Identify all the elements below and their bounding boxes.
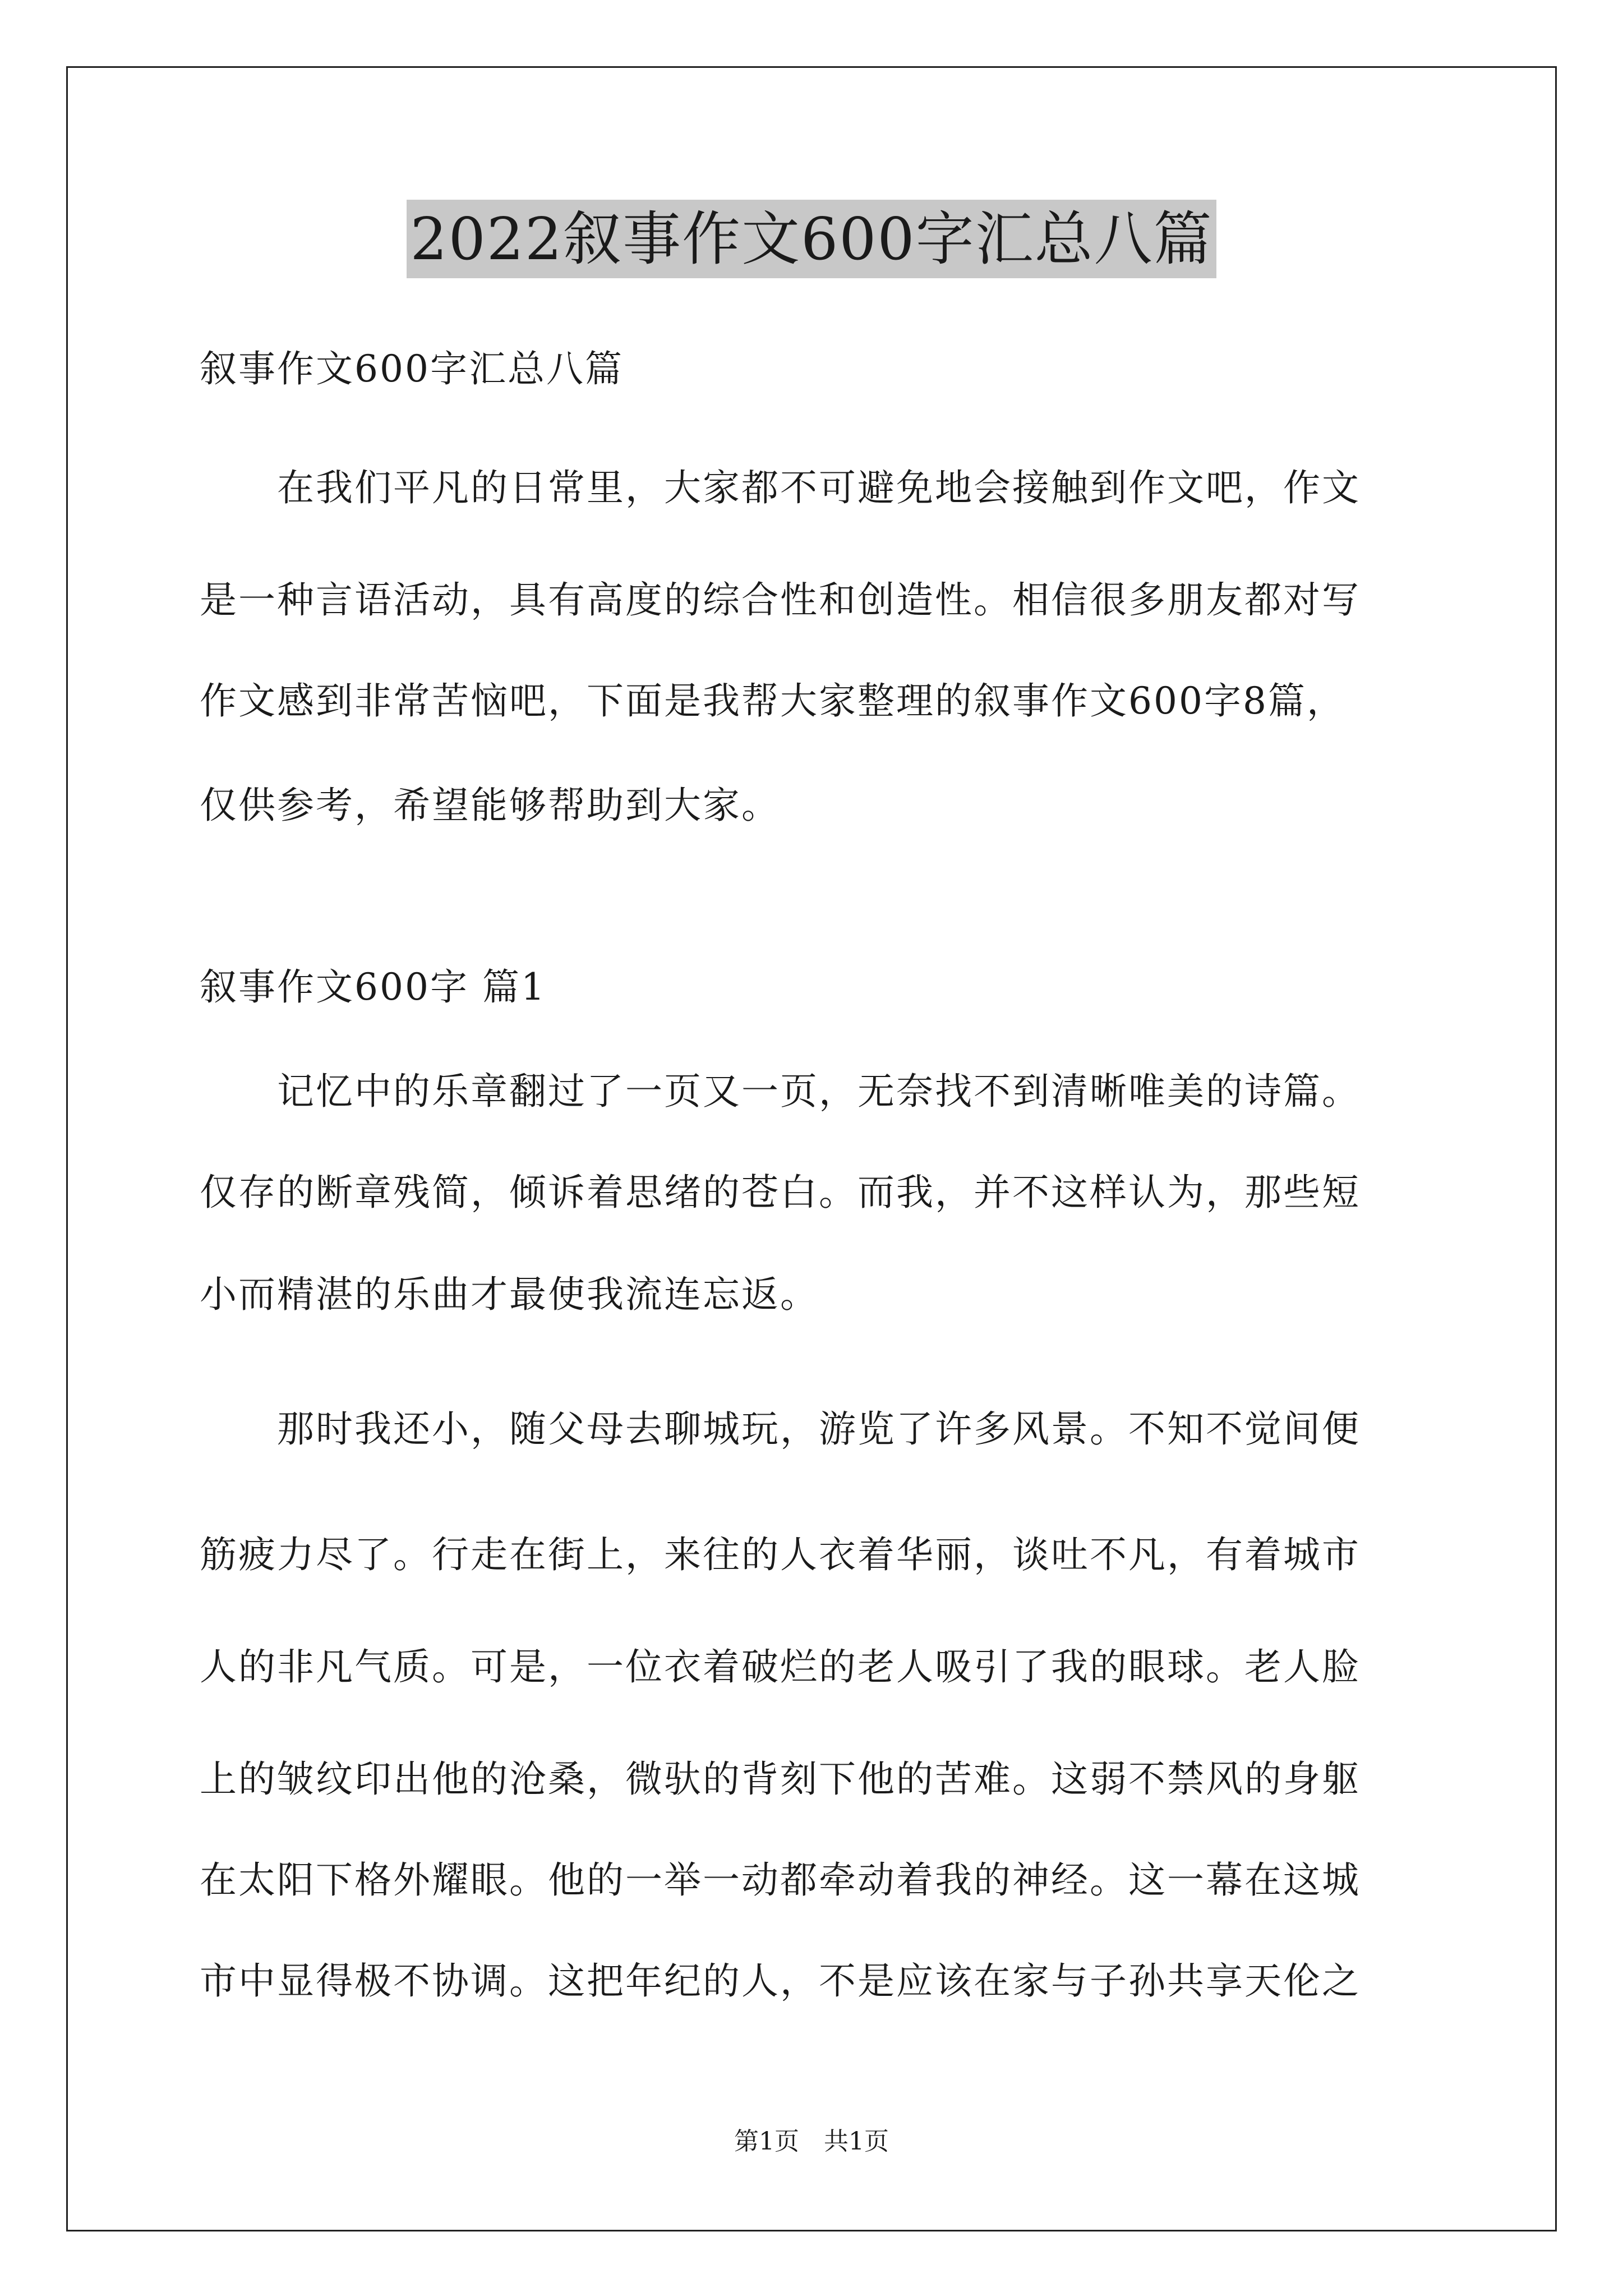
text-line: 仅存的断章残简，倾诉着思绪的苍白。而我，并不这样认为，那些短	[200, 1171, 1361, 1214]
text-line: 小而精湛的乐曲才最使我流连忘返。	[200, 1273, 819, 1316]
text-line: 那时我还小，随父母去聊城玩，游览了许多风景。不知不觉间便	[200, 1407, 1361, 1451]
text-line: 作文感到非常苦恼吧，下面是我帮大家整理的叙事作文600字8篇，	[200, 679, 1345, 723]
text-line: 人的非凡气质。可是，一位衣着破烂的老人吸引了我的眼球。老人脸	[200, 1645, 1361, 1688]
text-line: 市中显得极不协调。这把年纪的人，不是应该在家与子孙共享天伦之	[200, 1959, 1361, 2003]
text-line: 在太阳下格外耀眼。他的一举一动都牵动着我的神经。这一幕在这城	[200, 1858, 1361, 1902]
subtitle-line: 叙事作文600字汇总八篇	[200, 347, 624, 390]
text-line: 筋疲力尽了。行走在街上，来往的人衣着华丽，谈吐不凡，有着城市	[200, 1533, 1361, 1576]
text-line: 是一种言语活动，具有高度的综合性和创造性。相信很多朋友都对写	[200, 578, 1361, 622]
text-line: 上的皱纹印出他的沧桑，微驮的背刻下他的苦难。这弱不禁风的身躯	[200, 1757, 1361, 1801]
document-title: 2022叙事作文600字汇总八篇	[407, 200, 1216, 278]
page-footer: 第1页 共1页	[734, 2127, 889, 2156]
section-heading: 叙事作文600字 篇1	[200, 965, 546, 1009]
text-line: 仅供参考，希望能够帮助到大家。	[200, 784, 780, 827]
text-line: 记忆中的乐章翻过了一页又一页，无奈找不到清晰唯美的诗篇。	[200, 1070, 1361, 1113]
text-line: 在我们平凡的日常里，大家都不可避免地会接触到作文吧，作文	[200, 466, 1361, 509]
title-container	[0, 200, 1623, 278]
